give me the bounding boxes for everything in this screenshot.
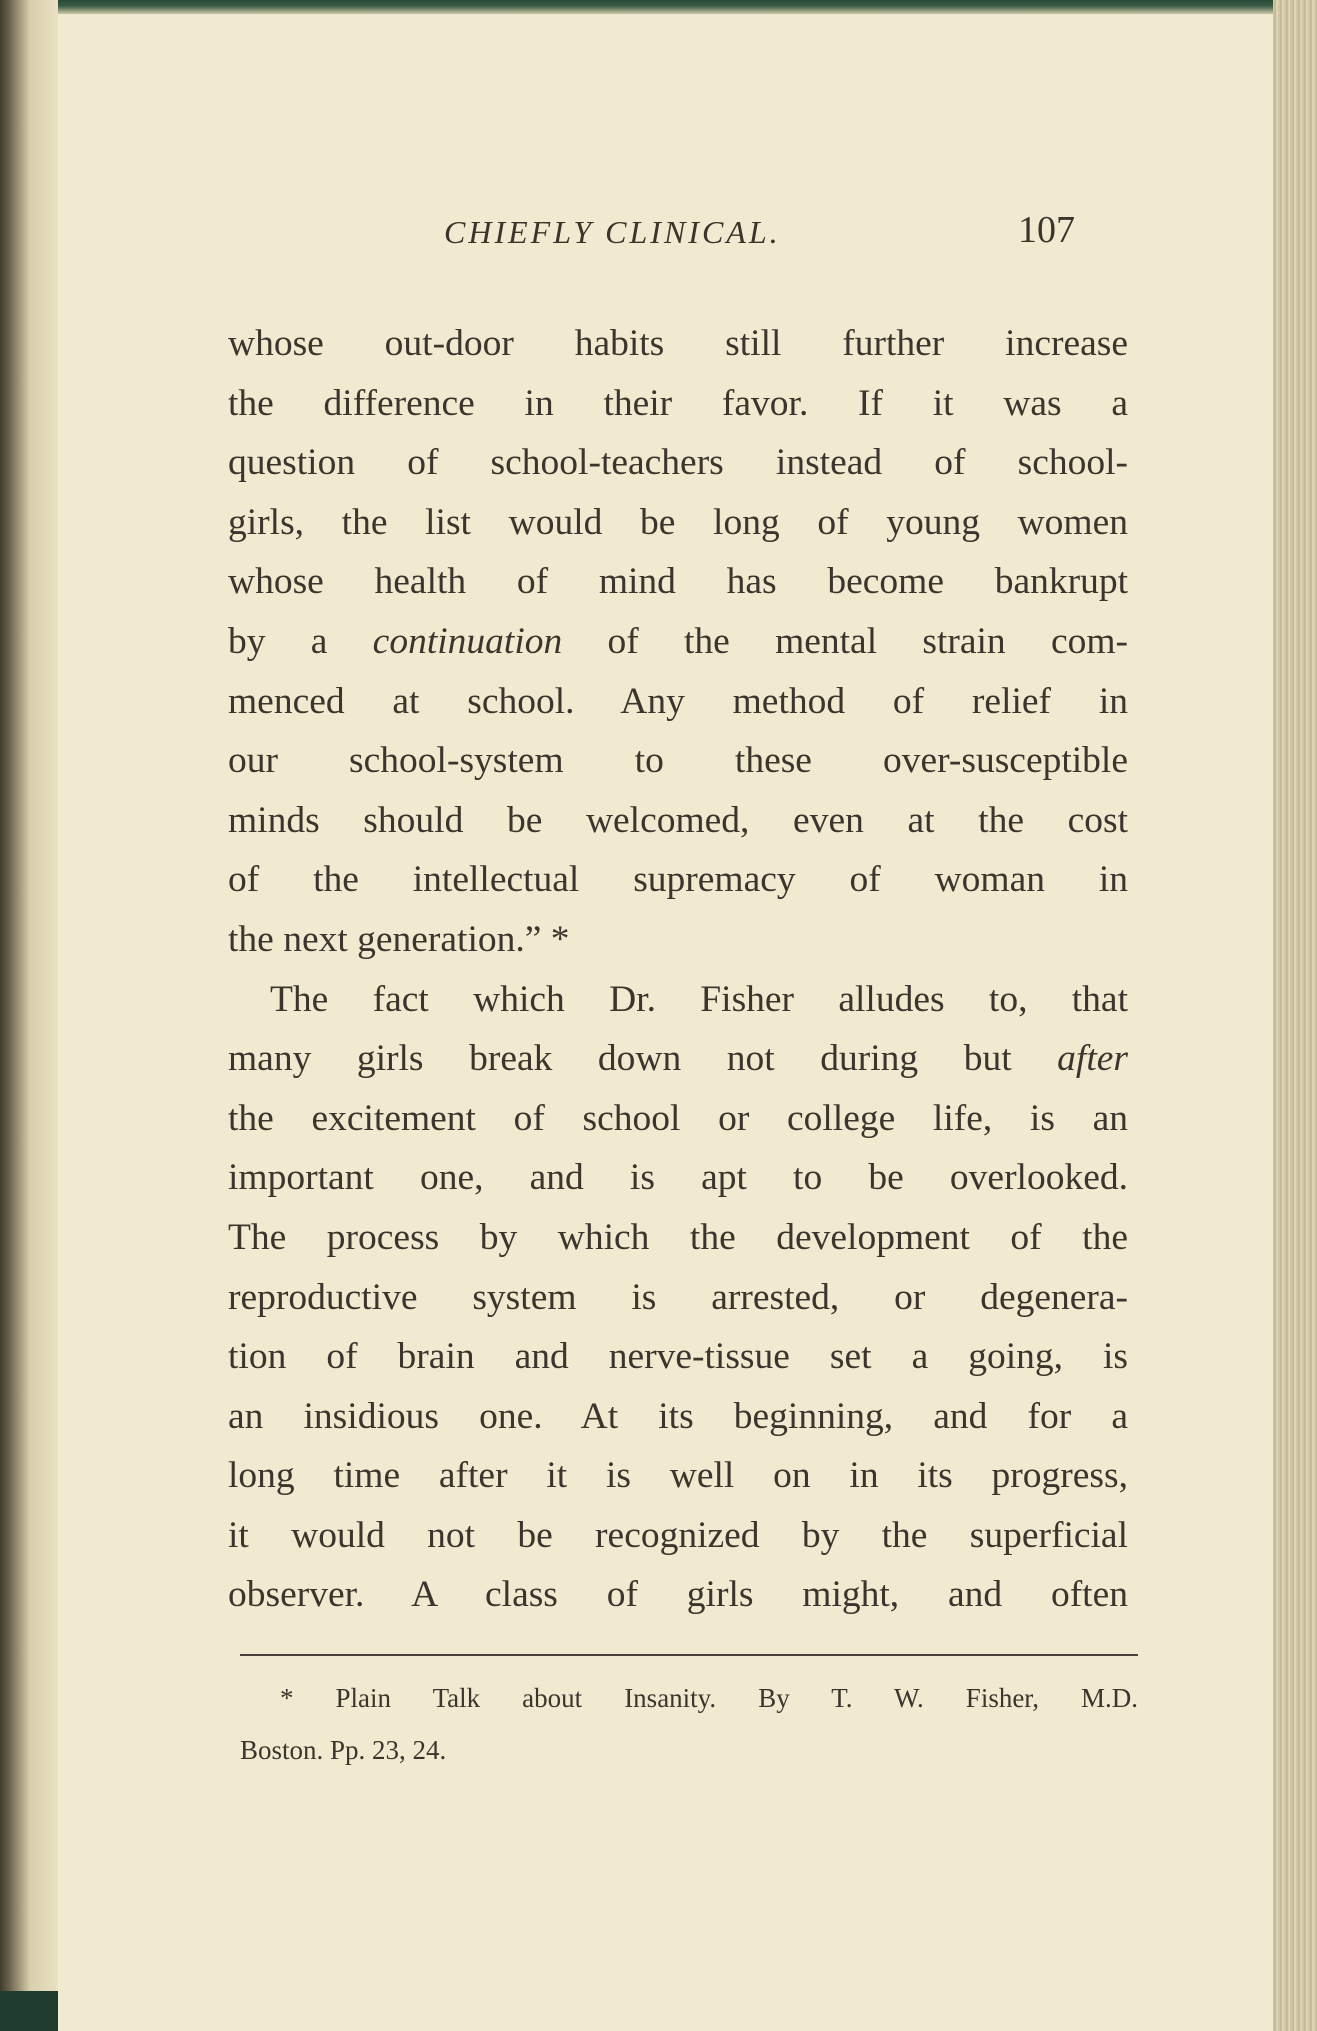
text-line: it would not be recognized by the superficial [228,1514,1128,1556]
text-line: minds should be welcomed, even at the cost [228,799,1128,841]
text-line [228,612,1128,672]
text-line: the next generation.” * [228,918,570,960]
text-line: the excitement of school or college life, is an [228,1097,1128,1139]
text-line: observer. A class of girls might, and often [228,1574,1128,1616]
text-line: The process by which the development of the [228,1216,1128,1258]
text-run: many girls break down not during but [228,1038,1058,1080]
text-run: of the mental strain com- [562,620,1128,662]
text-line: the difference in their favor. If it was a [228,382,1128,424]
italic-word: continuation [372,620,563,662]
footnote-line: Boston. Pp. 23, 24. [240,1735,447,1765]
book-binding-gutter [0,0,58,2031]
text-line: menced at school. Any method of relief in [228,680,1128,722]
running-head [58,209,1273,264]
text-line: whose health of mind has become bankrupt [228,561,1128,603]
text-line: whose out-door habits still further increase [228,323,1128,364]
book-page [58,14,1273,2031]
footnote [240,1672,1138,1776]
text-line: The fact which Dr. Fisher alludes to, that [270,978,1128,1020]
page-stack-edge [1273,0,1317,2031]
running-head-title: CHIEFLY CLINICAL. [444,214,781,250]
text-line: our school-system to these over-susceptible [228,740,1128,782]
text-line: long time after it is well on in its progress, [228,1455,1128,1497]
footnote-line: * Plain Talk about Insanity. By T. W. Fisher, M.D. [280,1683,1138,1713]
footnote-rule [240,1654,1138,1656]
text-line: reproductive system is arrested, or degenera- [228,1276,1128,1318]
text-line [228,1029,1128,1089]
page-number: 107 [1018,209,1075,251]
text-line: tion of brain and nerve-tissue set a going, is [228,1336,1128,1378]
text-line: girls, the list would be long of young women [228,501,1128,543]
text-line: of the intellectual supremacy of woman in [228,859,1128,901]
italic-word: after [1057,1038,1128,1080]
text-run: by a [228,620,373,662]
text-line: an insidious one. At its beginning, and for a [228,1395,1128,1437]
text-line: important one, and is apt to be overlooked. [228,1157,1128,1199]
page-top-edge [0,0,1317,14]
text-line: question of school-teachers instead of school- [228,442,1128,484]
body-text [228,314,1128,1625]
